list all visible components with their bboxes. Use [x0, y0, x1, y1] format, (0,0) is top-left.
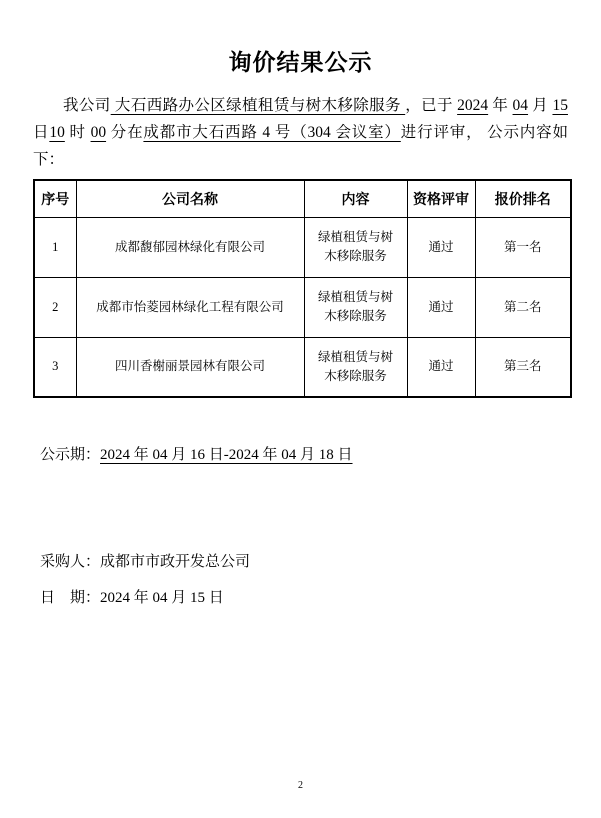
intro-prefix: 我公司 — [63, 97, 111, 114]
minute-unit: 分在 — [106, 124, 144, 141]
header-company: 公司名称 — [76, 180, 304, 217]
page-number: 2 — [298, 780, 303, 791]
review-minute: 00 — [90, 124, 107, 141]
cell-qualification: 通过 — [407, 337, 475, 397]
publicity-label: 公示期： — [40, 447, 101, 463]
cell-rank: 第二名 — [475, 277, 571, 337]
cell-qualification: 通过 — [407, 277, 475, 337]
month-unit: 月 — [528, 97, 553, 114]
cell-rank: 第三名 — [475, 337, 571, 397]
table-row — [34, 217, 571, 277]
review-day: 15 — [552, 97, 568, 114]
cell-no: 3 — [34, 337, 76, 397]
table-row — [34, 337, 571, 397]
review-month: 04 — [512, 97, 529, 114]
table-header-row — [34, 180, 571, 217]
cell-content: 绿植租赁与树木移除服务 — [304, 277, 407, 337]
review-year: 2024 — [457, 97, 489, 114]
table-row — [34, 277, 571, 337]
intro-suffix: 进行评审， 公示内容如下： — [33, 124, 568, 168]
header-content: 内容 — [304, 180, 407, 217]
cell-content: 绿植租赁与树木移除服务 — [304, 337, 407, 397]
review-hour: 10 — [49, 124, 65, 141]
year-unit: 年 — [488, 97, 513, 114]
cell-content: 绿植租赁与树木移除服务 — [304, 217, 407, 277]
intro-paragraph — [33, 92, 568, 173]
cell-rank: 第一名 — [475, 217, 571, 277]
date-label: 日 期： — [40, 590, 101, 606]
purchaser-name: 成都市市政开发总公司 — [100, 554, 251, 570]
cell-qualification: 通过 — [407, 217, 475, 277]
project-name-underlined: 大石西路办公区绿植租赁与树木移除服务 — [110, 97, 406, 114]
cell-company: 四川香榭丽景园林有限公司 — [76, 337, 304, 397]
intro-mid: ，已于 — [405, 97, 458, 114]
publicity-period-underlined: 2024 年 04 月 16 日-2024 年 04 月 18 日 — [100, 447, 353, 463]
cell-company: 成都馥郁园林绿化有限公司 — [76, 217, 304, 277]
day-unit: 日 — [33, 124, 50, 141]
result-table — [33, 179, 572, 398]
cell-no: 2 — [34, 277, 76, 337]
purchaser-label: 采购人： — [40, 554, 101, 570]
date-line — [40, 586, 568, 607]
page-title: 询价结果公示 — [228, 50, 373, 75]
hour-unit: 时 — [64, 124, 91, 141]
purchaser-line — [40, 550, 568, 571]
cell-company: 成都市怡菱园林绿化工程有限公司 — [76, 277, 304, 337]
publicity-period-line — [40, 443, 568, 464]
header-qualification: 资格评审 — [407, 180, 475, 217]
date-value: 2024 年 04 月 15 日 — [100, 590, 224, 606]
review-location-underlined: 成都市大石西路 4 号（304 会议室） — [143, 124, 401, 141]
cell-no: 1 — [34, 217, 76, 277]
header-no: 序号 — [34, 180, 76, 217]
header-rank: 报价排名 — [475, 180, 571, 217]
